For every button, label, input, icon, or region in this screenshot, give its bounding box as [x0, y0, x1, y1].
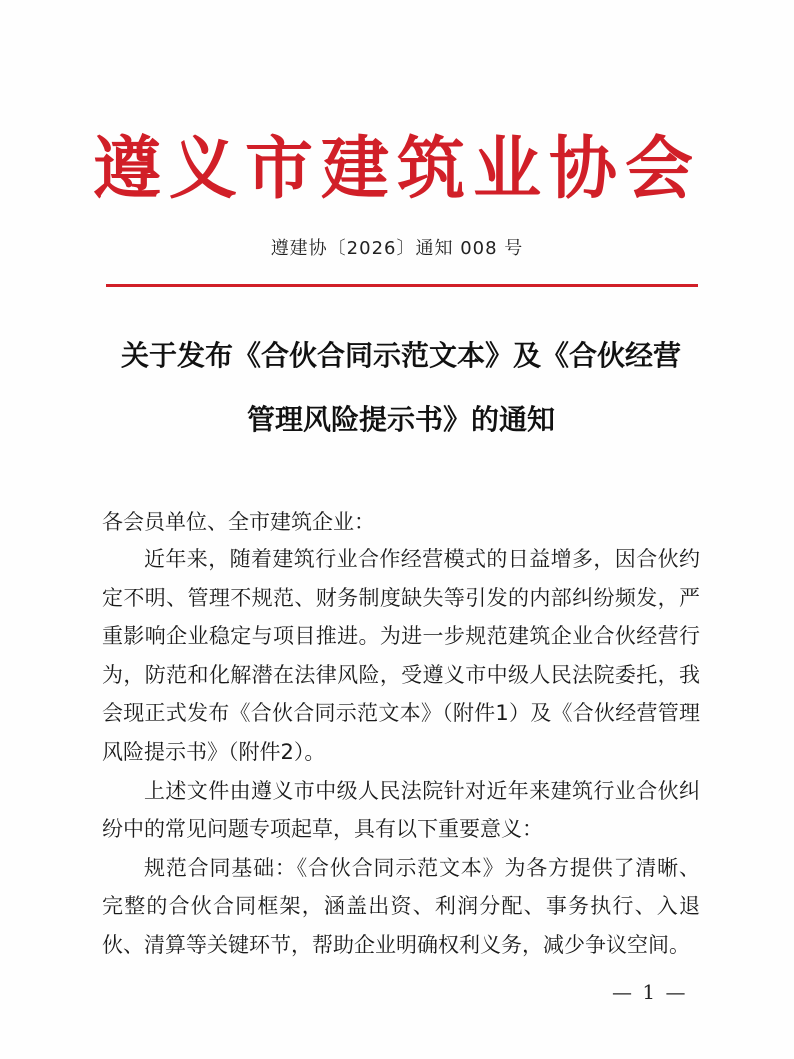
body-text [102, 540, 700, 965]
document-title [98, 330, 704, 446]
body-paragraph: 上述文件由遵义市中级人民法院针对近年来建筑行业合伙纠纷中的常见问题专项起草，具有以下重要意义： [102, 778, 700, 842]
body-paragraph: 规范合同基础：《合伙合同示范文本》为各方提供了清晰、完整的合伙合同框架，涵盖出资、利润分配、事务执行、入退伙、清算等关键环节，帮助企业明确权利义务，减少争议空间。 [102, 855, 700, 957]
body-paragraph: 近年来，随着建筑行业合作经营模式的日益增多，因合伙约定不明、管理不规范、财务制度缺失等引发的内部纠纷频发，严重影响企业稳定与项目推进。为进一步规范建筑企业合伙经营行为，防范和化解潜在法律风险，受遵义市中级人民法院委托，我会现正式发布《合伙合同示范文本》（附件1）及《合伙经营管理风险提示书》（附件2）。 [102, 547, 700, 764]
organization-header: 遵义市建筑业协会 [92, 130, 701, 209]
document-title-line-2: 管理风险提示书》的通知 [246, 403, 555, 436]
document-number: 遵建协〔2026〕通知 008 号 [270, 238, 524, 259]
red-divider [106, 284, 698, 287]
page-number: — 1 — [612, 980, 688, 1004]
salutation: 各会员单位、全市建筑企业： [102, 510, 375, 534]
document-title-line-1: 关于发布《合伙合同示范文本》及《合伙经营 [120, 339, 681, 372]
